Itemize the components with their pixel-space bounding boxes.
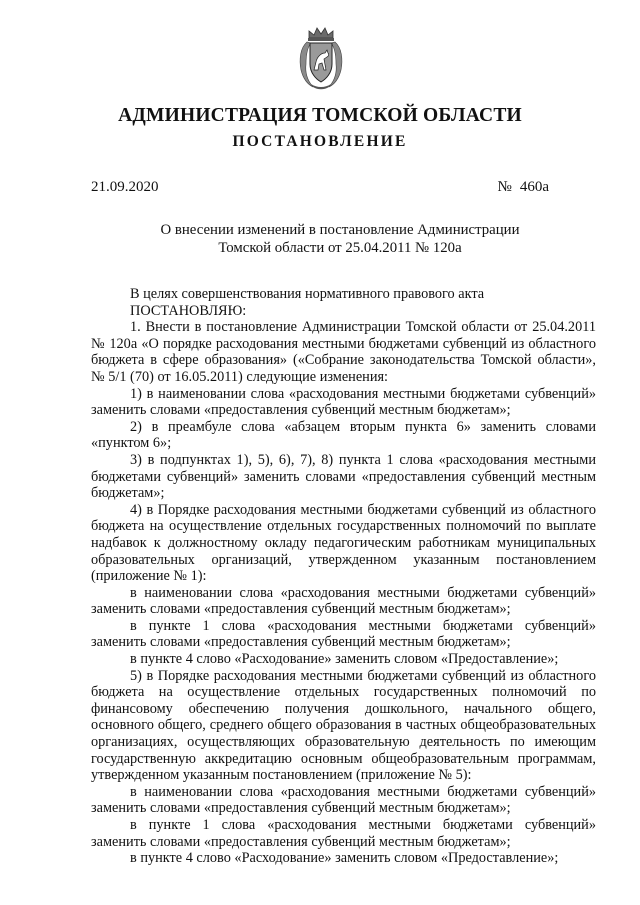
body-paragraph: 2) в преамбуле слова «абзацем вторым пункта 6» заменить словами «пунктом 6»; [91,418,596,452]
number-sign: № [497,179,512,195]
preamble-paragraph: В целях совершенствования нормативного правового акта [130,286,485,302]
organization-name: АДМИНИСТРАЦИЯ ТОМСКОЙ ОБЛАСТИ [118,105,522,126]
decree-word: ПОСТАНОВЛЯЮ: [130,302,247,319]
document-body [91,286,596,867]
body-paragraph: 4) в Порядке расходования местными бюджетами субвенций из областного бюджета на осуществление отдельных государственных полномочий по выплате надбавок к должностному окладу педагогическим работникам муниципальных образовательных организаций, утвержденном указанным постановлением (приложение № 1): [91,501,596,585]
body-paragraph: в пункте 4 слово «Расходование» заменить словом «Предоставление»; [130,850,559,867]
subject-line: О внесении изменений в постановление Администрации [160,222,520,238]
body-paragraph: в пункте 4 слово «Расходование» заменить словом «Предоставление»; [130,651,559,668]
document-subject [0,221,640,257]
body-paragraph: в пункте 1 слова «расходования местными бюджетами субвенций» заменить словами «предоставления субвенций местным бюджетам»; [91,617,596,651]
body-paragraph: 1) в наименовании слова «расходования местными бюджетами субвенций» заменить словами «предоставления субвенций местным бюджетам»; [91,385,596,419]
body-paragraph: 1. Внести в постановление Администрации Томской области от 25.04.2011 № 120а «О порядке расходования местными бюджетами субвенций из областного бюджета в сфере образования» («Собрание законодательства Томской области», № 5/1 (70) от 16.05.2011) следующие изменения: [91,319,596,385]
body-paragraph: в пункте 1 слова «расходования местными бюджетами субвенций» заменить словами «предоставления субвенций местным бюджетам»; [91,817,596,850]
body-paragraph: в наименовании слова «расходования местными бюджетами субвенций» заменить словами «предоставления субвенций местным бюджетам»; [91,584,596,618]
body-paragraph: 5) в Порядке расходования местными бюджетами субвенций из областного бюджета на осуществление отдельных государственных полномочий по финансовому обеспечению получения дошкольного, начального общего, основного общего, среднего общего образования в частных общеобразовательных организациях, осуществляющих образовательную деятельность по имеющим государственную аккредитацию основным общеобразовательным программам, утвержденном указанным постановлением (приложение № 5): [91,667,596,784]
number-value: 460а [519,179,549,195]
document-date: 21.09.2020 [91,179,159,195]
coat-of-arms-icon [297,26,345,90]
body-paragraph: 3) в подпунктах 1), 5), 6), 7), 8) пункта 1 слова «расходования местными бюджетами субвенций» заменить словами «предоставления субвенций местным бюджетам»; [91,451,596,502]
document-number [498,177,549,197]
body-paragraph: в наименовании слова «расходования местными бюджетами субвенций» заменить словами «предоставления субвенций местным бюджетам»; [91,783,596,817]
document-type: ПОСТАНОВЛЕНИЕ [232,133,408,150]
subject-line: Томской области от 25.04.2011 № 120а [218,240,462,256]
